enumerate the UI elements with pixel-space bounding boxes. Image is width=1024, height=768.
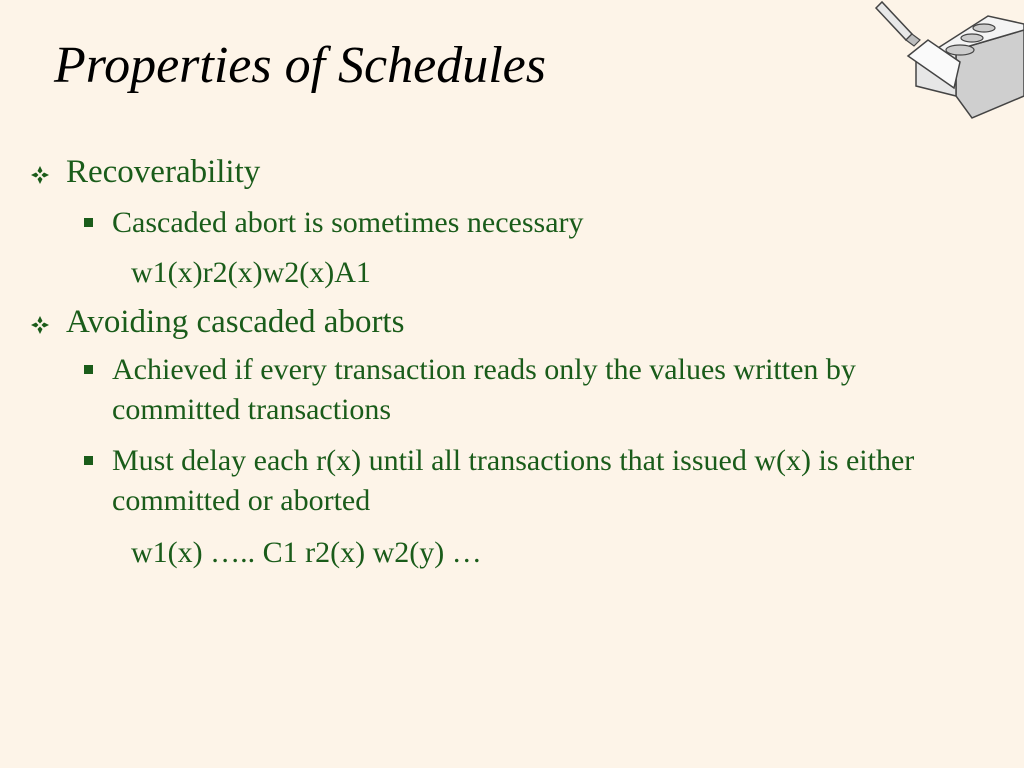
sub-bullet-achieved-if: Achieved if every transaction reads only the values written by committed transactions bbox=[112, 353, 856, 426]
schedule-example-1: w1(x)r2(x)w2(x)A1 bbox=[131, 256, 371, 289]
square-bullet-icon bbox=[84, 365, 93, 374]
diamond-bullet-icon bbox=[30, 165, 50, 185]
square-bullet-icon bbox=[84, 456, 93, 465]
square-bullet-icon bbox=[84, 218, 93, 227]
sub-bullet-cascaded-abort: Cascaded abort is sometimes necessary bbox=[112, 206, 584, 239]
bullet-recoverability: Recoverability bbox=[66, 154, 261, 190]
slide-title: Properties of Schedules bbox=[54, 37, 546, 94]
sub-bullet-must-delay: Must delay each r(x) until all transactions that issued w(x) is either committed or aborted bbox=[112, 444, 915, 517]
diamond-bullet-icon bbox=[30, 315, 50, 335]
schedule-example-2: w1(x) ….. C1 r2(x) w2(y) … bbox=[131, 536, 482, 569]
bullet-avoiding-cascaded-aborts: Avoiding cascaded aborts bbox=[66, 304, 405, 340]
